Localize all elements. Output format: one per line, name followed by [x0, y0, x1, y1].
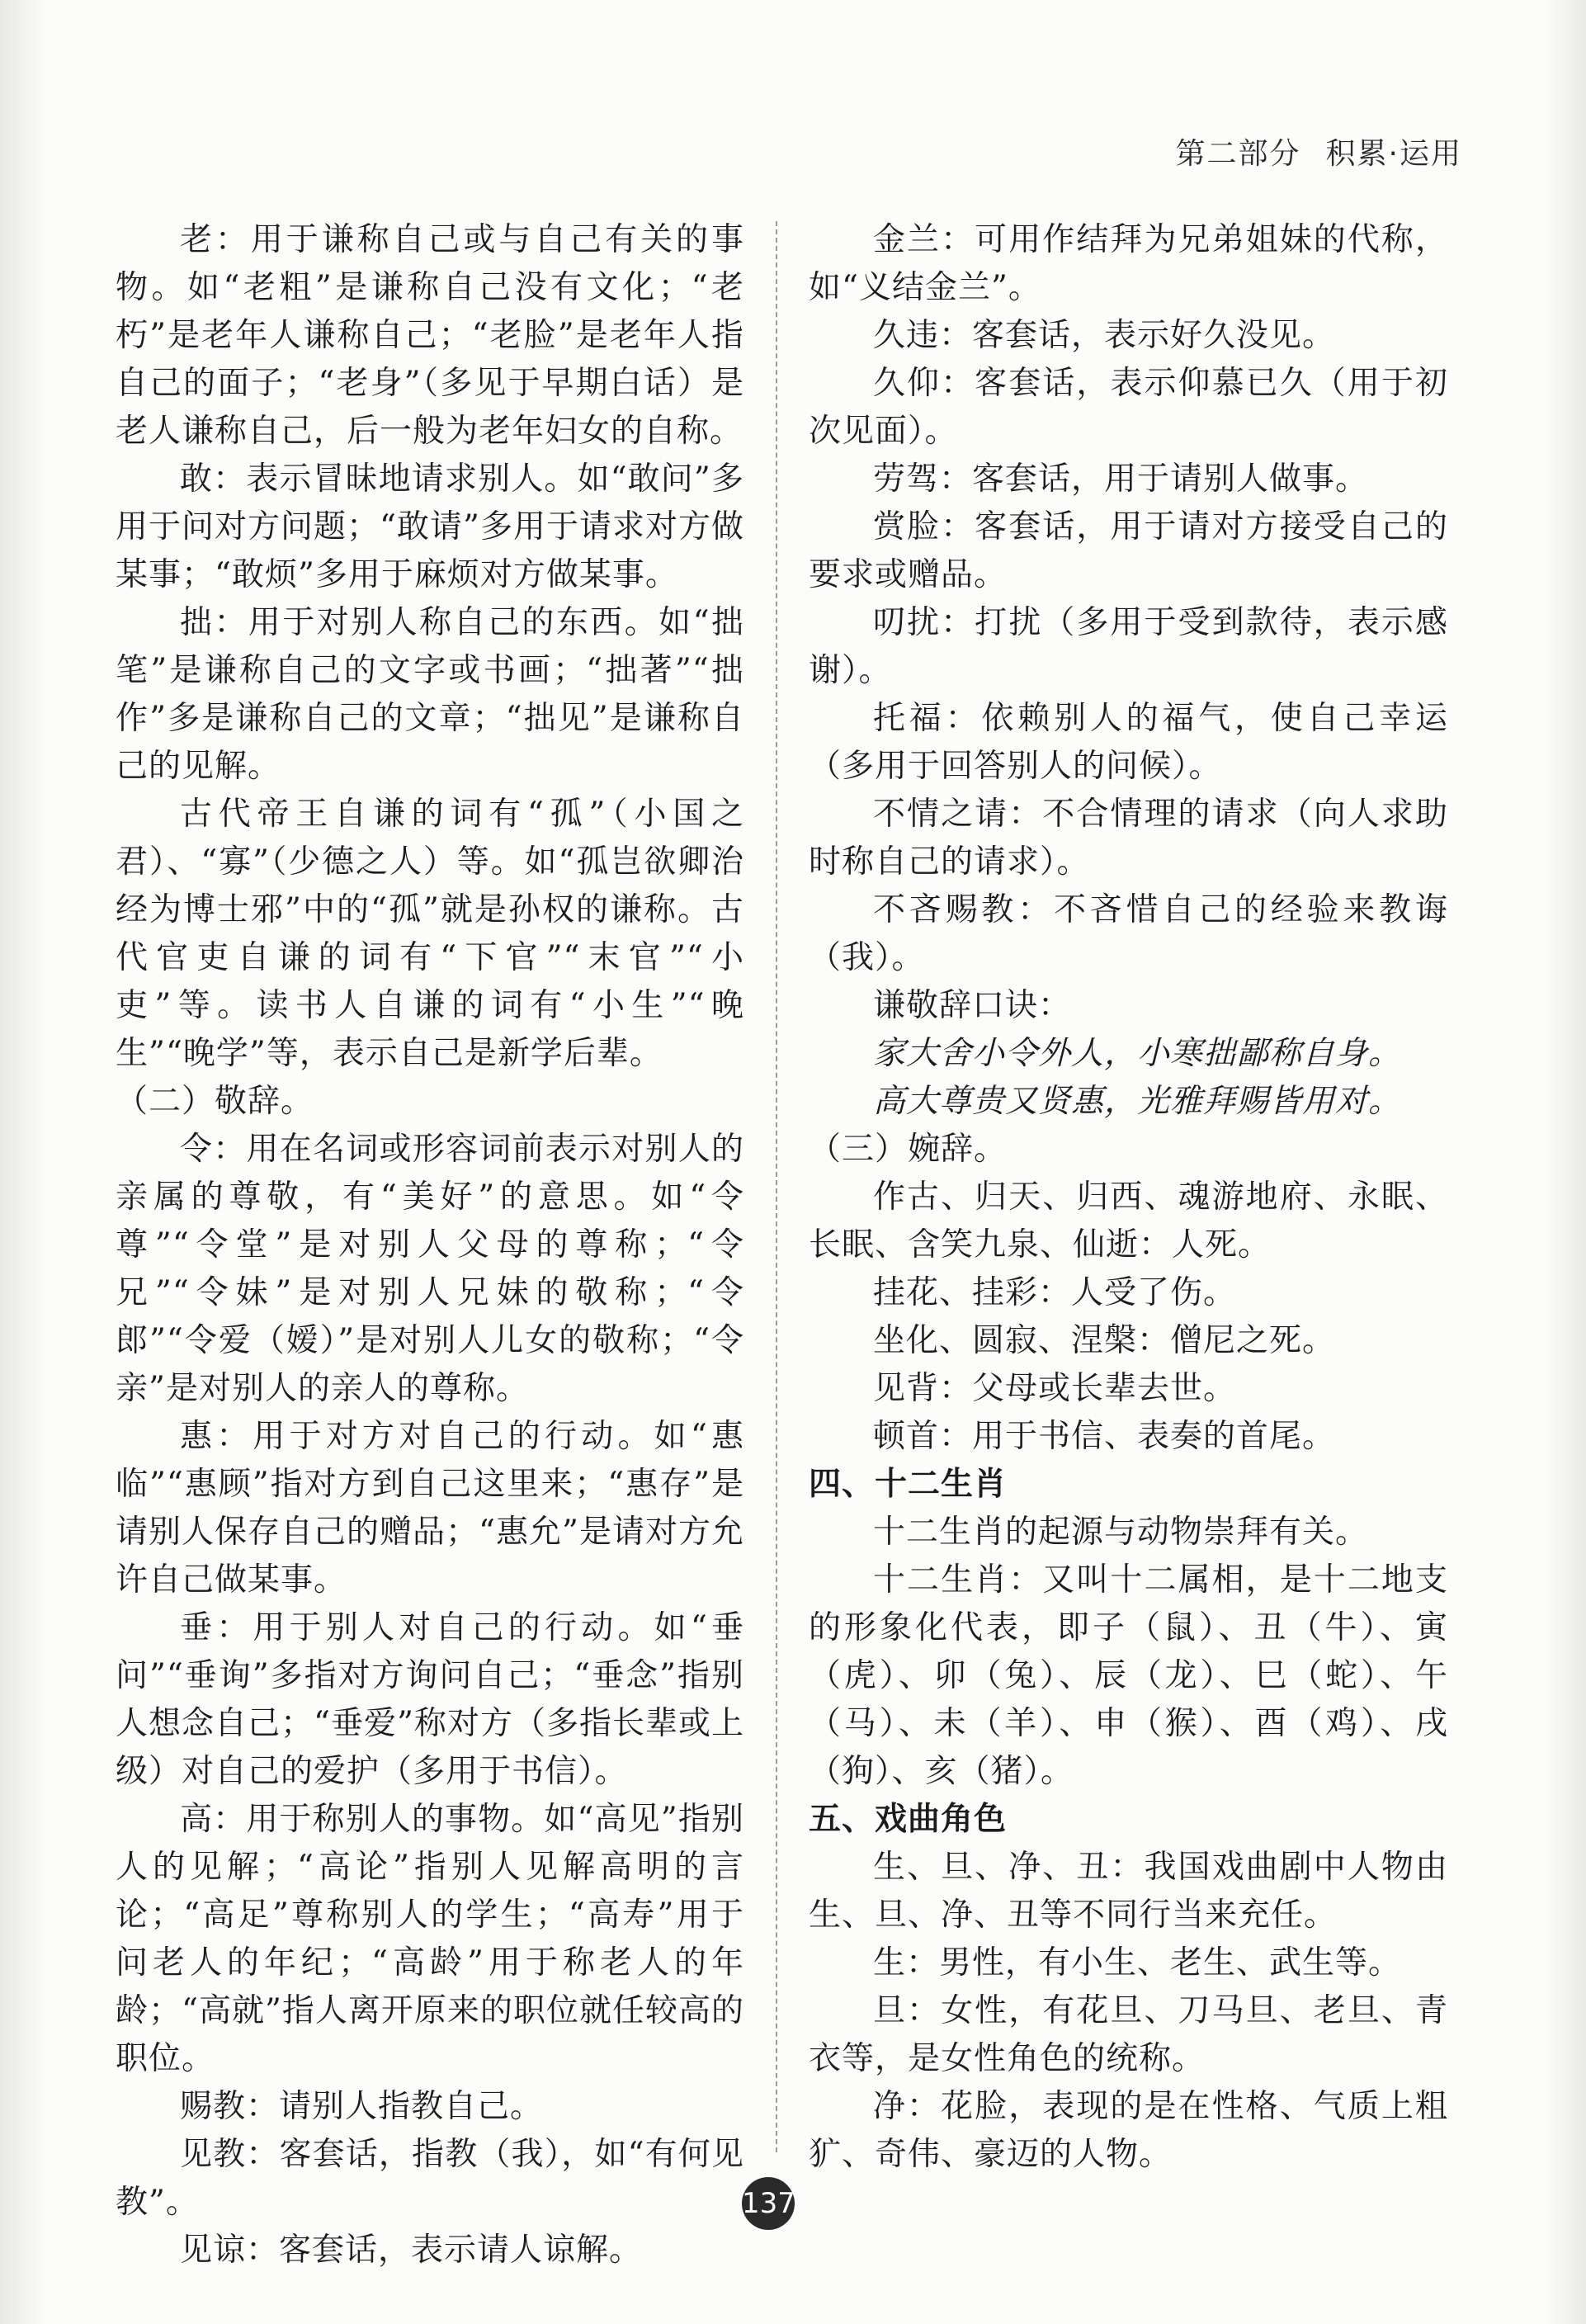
- right-paragraph: 坐化、圆寂、涅槃：僧尼之死。: [873, 1322, 1336, 1359]
- right-section-heading: 四、十二生肖: [809, 1466, 1008, 1503]
- left-paragraph: 高：用于称别人的事物。如“高见”指别人的见解；“高论”指别人见解高明的言论；“高足”尊称别人的学生；“高寿”用于问老人的年纪；“高龄”用于称老人的年龄；“高就”指人离开原来的职位就任较高的职位。: [116, 1801, 744, 2077]
- left-paragraph: 惠：用于对方对自己的行动。如“惠临”“惠顾”指对方到自己这里来；“惠存”是请别人保存自己的赠品；“惠允”是请对方允许自己做某事。: [116, 1418, 744, 1599]
- right-subsection-heading: （三）婉辞。: [809, 1131, 1008, 1168]
- left-column: [116, 216, 744, 2274]
- right-paragraph: 久违：客套话，表示好久没见。: [873, 317, 1336, 354]
- left-paragraph: 老：用于谦称自己或与自己有关的事物。如“老粗”是谦称自己没有文化；“老朽”是老年人谦称自己；“老脸”是老年人指自己的面子；“老身”（多见于早期白话）是老人谦称自己，后一般为老年妇女的自称。: [116, 221, 744, 450]
- right-paragraph: 挂花、挂彩：人受了伤。: [873, 1274, 1237, 1311]
- left-paragraph: 古代帝王自谦的词有“孤”（小国之君）、“寡”（少德之人）等。如“孤岂欲卿治经为博士邪”中的“孤”就是孙权的谦称。古代官吏自谦的词有“下官”“末官”“小吏”等。读书人自谦的词有“小生”“晚生”“晚学”等，表示自己是新学后辈。: [116, 796, 744, 1072]
- right-paragraph: 生：男性，有小生、老生、武生等。: [873, 1944, 1402, 1982]
- right-paragraph: 旦：女性，有花旦、刀马旦、老旦、青衣等，是女性角色的统称。: [809, 1992, 1448, 2077]
- left-paragraph: 拙：用于对别人称自己的东西。如“拙笔”是谦称自己的文字或书画；“拙著”“拙作”多是谦称自己的文章；“拙见”是谦称自己的见解。: [116, 604, 744, 785]
- right-paragraph: 久仰：客套话，表示仰慕已久（用于初次见面）。: [809, 365, 1448, 450]
- column-divider: [776, 221, 777, 2152]
- right-paragraph: 赏脸：客套话，用于请对方接受自己的要求或赠品。: [809, 508, 1448, 593]
- left-paragraph: 令：用在名词或形容词前表示对别人的亲属的尊敬，有“美好”的意思。如“令尊”“令堂”是对别人父母的尊称；“令兄”“令妹”是对别人兄妹的敬称；“令郎”“令爱（嫒）”是对别人儿女的敬称；“令亲”是对别人的亲人的尊称。: [116, 1131, 744, 1407]
- page-shadow-right: [1545, 0, 1586, 2324]
- right-paragraph: 叨扰：打扰（多用于受到款待，表示感谢）。: [809, 604, 1448, 689]
- running-header: [1176, 130, 1462, 172]
- left-paragraph: 赐教：请别人指教自己。: [180, 2088, 544, 2125]
- left-paragraph: 见谅：客套话，表示请人谅解。: [180, 2232, 643, 2269]
- left-paragraph: 见教：客套话，指教（我），如“有何见教”。: [116, 2136, 744, 2221]
- left-subsection-heading: （二）敬辞。: [116, 1083, 314, 1120]
- header-part: 第二部分: [1175, 137, 1301, 171]
- right-paragraph: 作古、归天、归西、魂游地府、永眠、长眠、含笑九泉、仙逝：人死。: [809, 1179, 1448, 1264]
- right-paragraph: 十二生肖的起源与动物崇拜有关。: [873, 1514, 1369, 1551]
- right-verse-line: 家大舍小令外人，小寒拙鄙称自身。: [873, 1035, 1402, 1072]
- right-column: [809, 216, 1448, 2179]
- right-paragraph: 谦敬辞口诀：: [873, 987, 1072, 1024]
- right-paragraph: 见背：父母或长辈去世。: [873, 1370, 1237, 1407]
- right-section-heading: 五、戏曲角色: [809, 1801, 1008, 1838]
- header-section: 积累·运用: [1325, 137, 1462, 171]
- page-number: 137: [742, 2177, 795, 2230]
- right-verse-line: 高大尊贵又贤惠，光雅拜赐皆用对。: [873, 1083, 1402, 1120]
- right-paragraph: 金兰：可用作结拜为兄弟姐妹的代称，如“义结金兰”。: [809, 221, 1448, 306]
- right-paragraph: 劳驾：客套话，用于请别人做事。: [873, 461, 1369, 498]
- left-paragraph: 垂：用于别人对自己的行动。如“垂问”“垂询”多指对方询问自己；“垂念”指别人想念自己；“垂爱”称对方（多指长辈或上级）对自己的爱护（多用于书信）。: [116, 1609, 744, 1790]
- right-paragraph: 生、旦、净、丑：我国戏曲剧中人物由生、旦、净、丑等不同行当来充任。: [809, 1849, 1448, 1934]
- right-paragraph: 不情之请：不合情理的请求（向人求助时称自己的请求）。: [809, 796, 1448, 881]
- left-paragraph: 敢：表示冒昧地请求别人。如“敢问”多用于问对方问题；“敢请”多用于请求对方做某事；“敢烦”多用于麻烦对方做某事。: [116, 461, 744, 593]
- right-paragraph: 顿首：用于书信、表奏的首尾。: [873, 1418, 1336, 1455]
- page-shadow-left: [0, 0, 50, 2324]
- right-paragraph: 不吝赐教：不吝惜自己的经验来教诲（我）。: [809, 891, 1448, 976]
- right-paragraph: 净：花脸，表现的是在性格、气质上粗犷、奇伟、豪迈的人物。: [809, 2088, 1448, 2173]
- right-paragraph: 托福：依赖别人的福气，使自己幸运（多用于回答别人的问候）。: [809, 700, 1448, 785]
- right-paragraph: 十二生肖：又叫十二属相，是十二地支的形象化代表，即子（鼠）、丑（牛）、寅（虎）、卯（兔）、辰（龙）、巳（蛇）、午（马）、未（羊）、申（猴）、酉（鸡）、戌（狗）、亥（猪）。: [809, 1561, 1448, 1790]
